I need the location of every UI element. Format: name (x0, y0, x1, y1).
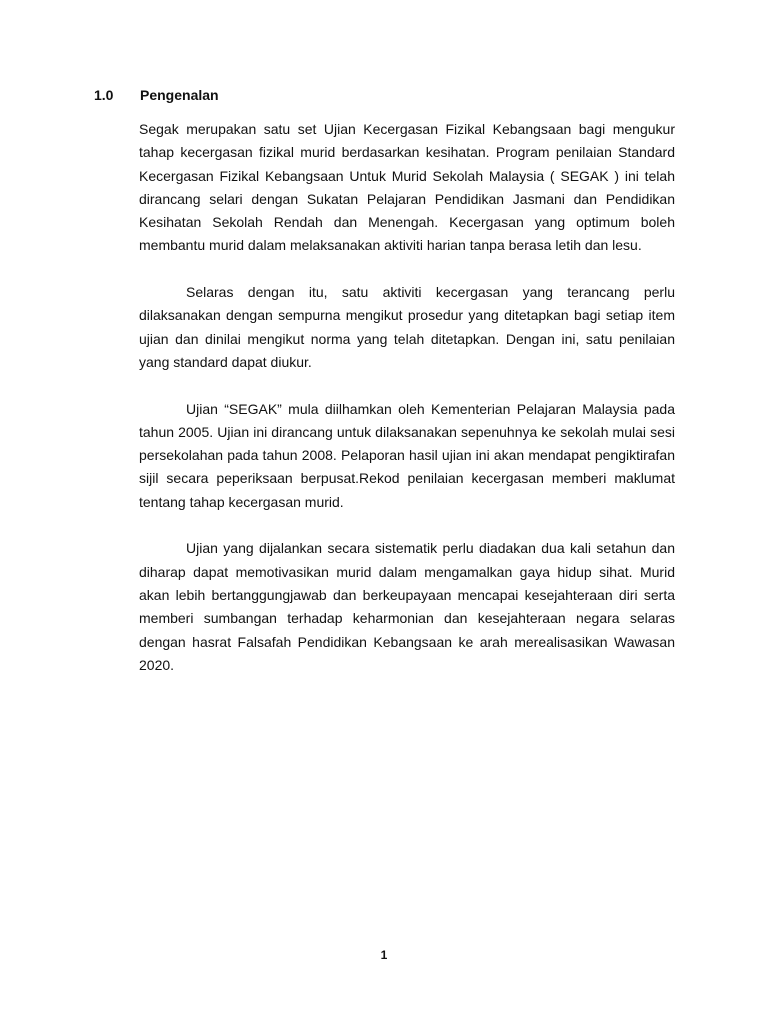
section-heading (94, 86, 219, 104)
section-number: 1.0 (94, 87, 114, 103)
section-title: Pengenalan (140, 87, 219, 103)
page-number: 1 (380, 948, 388, 962)
body-text (139, 118, 675, 700)
paragraph-4: Ujian yang dijalankan secara sistematik perlu diadakan dua kali setahun dan diharap dapat memotivasikan murid dalam mengamalkan gaya hidup sihat. Murid akan lebih bertanggungjawab dan berkeupayaan mencapai kesejahteraan diri serta memberi sumbangan terhadap keharmonian dan kesejahteraan negara selaras dengan hasrat Falsafah Pendidikan Kebangsaan ke arah merealisasikan Wawasan 2020. (139, 540, 675, 673)
paragraph-3: Ujian “SEGAK” mula diilhamkan oleh Kementerian Pelajaran Malaysia pada tahun 2005. Ujian ini dirancang untuk dilaksanakan sepenuhnya ke sekolah mulai sesi persekolahan pada tahun 2008. Pelaporan hasil ujian ini akan mendapat pengiktirafan sijil secara peperiksaan berpusat.Rekod penilaian kecergasan memberi maklumat tentang tahap kecergasan murid. (139, 400, 675, 510)
paragraph-2: Selaras dengan itu, satu aktiviti kecergasan yang terancang perlu dilaksanakan dengan sempurna mengikut prosedur yang ditetapkan bagi setiap item ujian dan dinilai mengikut norma yang telah ditetapkan. Dengan ini, satu penilaian yang standard dapat diukur. (139, 284, 675, 370)
paragraph-1: Segak merupakan satu set Ujian Kecergasan Fizikal Kebangsaan bagi mengukur tahap kecergasan fizikal murid berdasarkan kesihatan. Program penilaian Standard Kecergasan Fizikal Kebangsaan Untuk Murid Sekolah Malaysia ( SEGAK ) ini telah dirancang selari dengan Sukatan Pelajaran Pendidikan Jasmani dan Pendidikan Kesihatan Sekolah Rendah dan Menengah. Kecergasan yang optimum boleh membantu murid dalam melaksanakan aktiviti harian tanpa berasa letih dan lesu. (139, 121, 675, 254)
